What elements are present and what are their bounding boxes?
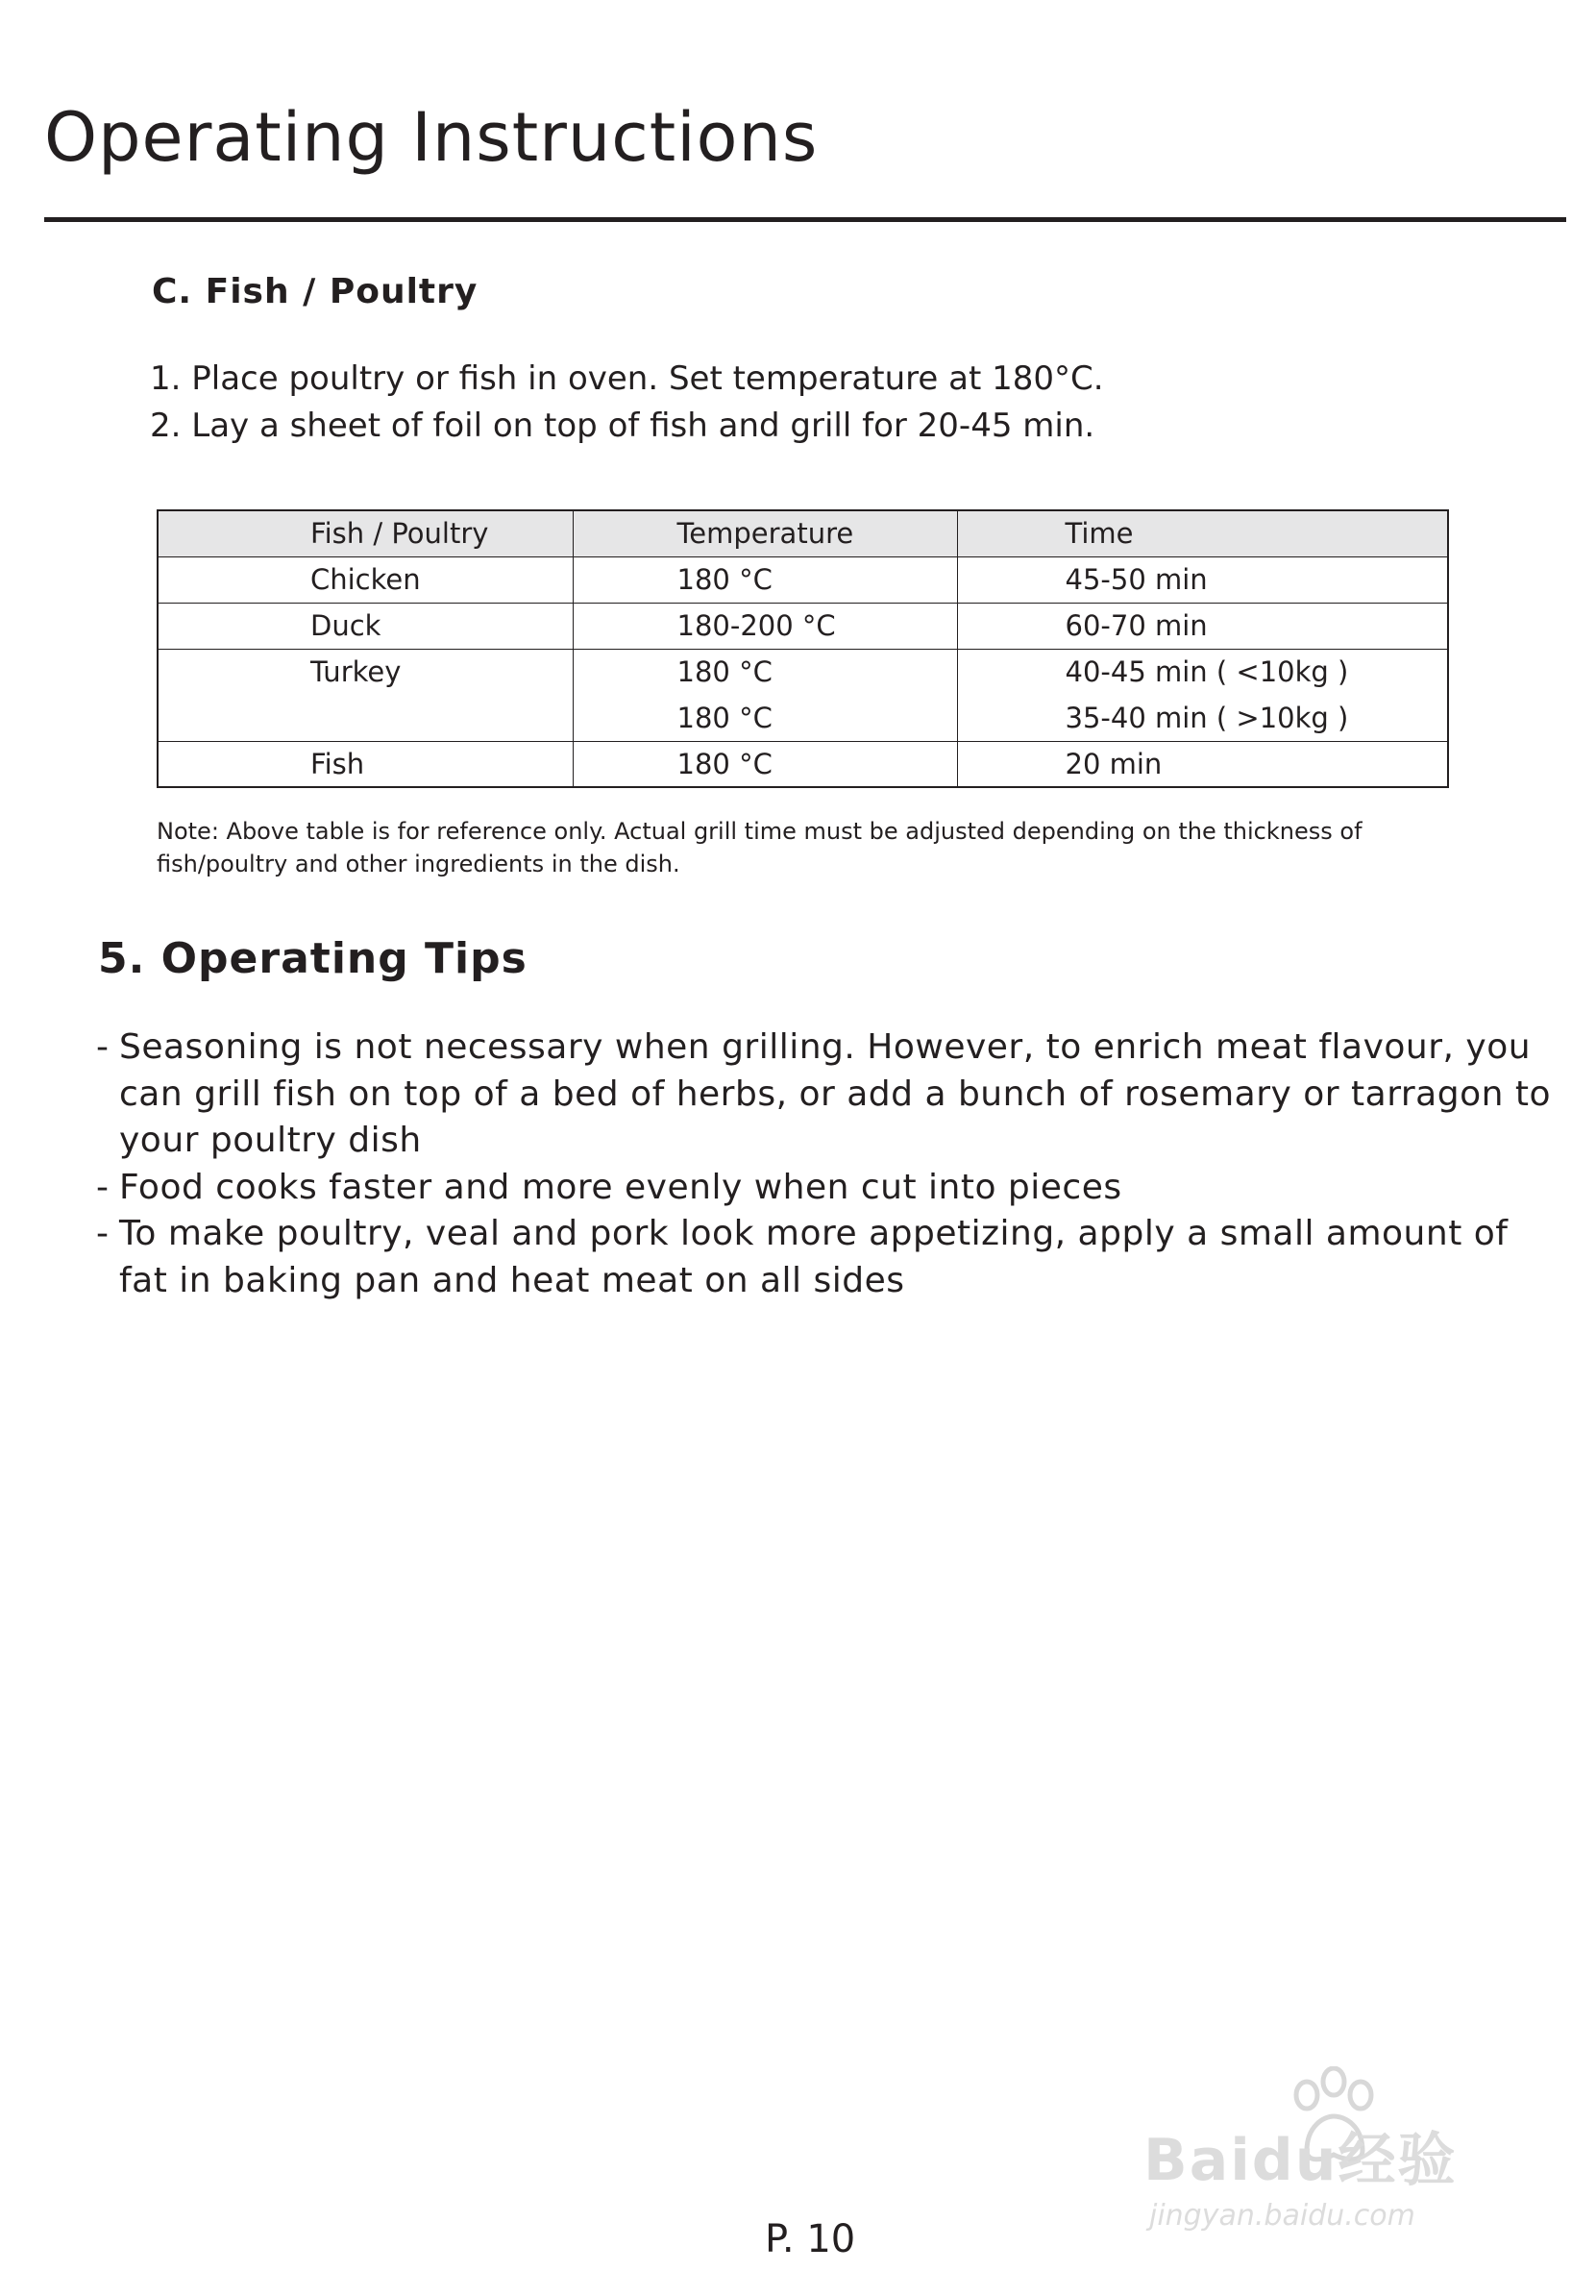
tips-list [96, 1025, 1557, 1304]
cell-temperature: 180 °C [573, 649, 957, 695]
paw-icon [1278, 2066, 1393, 2172]
cell-item [158, 695, 573, 741]
cell-item: Turkey [158, 649, 573, 695]
grill-time-table [157, 509, 1449, 788]
tip-text: Food cooks faster and more evenly when cut into pieces [119, 1167, 1122, 1207]
column-header-temperature: Temperature [573, 510, 957, 556]
operating-tips-heading: 5. Operating Tips [98, 934, 528, 983]
table-header-row [158, 510, 1448, 556]
title-divider [44, 217, 1566, 222]
page-number: P. 10 [765, 2217, 856, 2261]
column-header-item: Fish / Poultry [158, 510, 573, 556]
column-header-time: Time [957, 510, 1448, 556]
cell-item: Chicken [158, 556, 573, 603]
cell-temperature: 180 °C [573, 556, 957, 603]
list-item [96, 1211, 1557, 1304]
cell-time: 40-45 min ( <10kg ) [1065, 655, 1349, 689]
cell-time: 45-50 min [957, 556, 1448, 603]
cell-time: 60-70 min [957, 603, 1448, 649]
table-row [158, 741, 1448, 787]
tip-text: Seasoning is not necessary when grilling. However, to enrich meat flavour, you can grill fish on top of a bed of herbs, or add a bunch of rosemary or tarragon to your poultry dish [119, 1027, 1551, 1160]
cell-temperature: 180 °C [573, 741, 957, 787]
cell-time: 20 min [1065, 747, 1163, 780]
step-item: 2. Lay a sheet of foil on top of fish and grill for 20-45 min. [150, 407, 1095, 445]
table-row [158, 649, 1448, 695]
fish-poultry-heading: C. Fish / Poultry [152, 272, 479, 311]
dash-bullet: - [96, 1214, 110, 1253]
baidu-watermark [1143, 2066, 1528, 2249]
step-item: 1. Place poultry or fish in oven. Set temperature at 180°C. [150, 359, 1104, 398]
table-row [158, 556, 1448, 603]
page-title: Operating Instructions [44, 98, 819, 177]
list-item [96, 1165, 1557, 1212]
table-note: Note: Above table is for reference only. Actual grill time must be adjusted depending on the thickness of fish/poultry and other ingredients in the dish. [157, 818, 1363, 877]
dash-bullet: - [96, 1027, 110, 1067]
cell-temperature: 180 °C [573, 695, 957, 741]
table-row [158, 603, 1448, 649]
cell-temperature: 180-200 °C [573, 603, 957, 649]
watermark-url: jingyan.baidu.com [1149, 2199, 1415, 2233]
cell-time: 35-40 min ( >10kg ) [957, 695, 1448, 741]
watermark-brand: Baidu经验 [1143, 2127, 1458, 2194]
cell-item: Fish [158, 741, 573, 787]
instruction-steps [150, 356, 1104, 450]
dash-bullet: - [96, 1167, 110, 1207]
table-row [158, 695, 1448, 741]
list-item [96, 1025, 1557, 1165]
cell-item: Duck [158, 603, 573, 649]
tip-text: To make poultry, veal and pork look more appetizing, apply a small amount of fat in baking pan and heat meat on all sides [119, 1214, 1509, 1300]
